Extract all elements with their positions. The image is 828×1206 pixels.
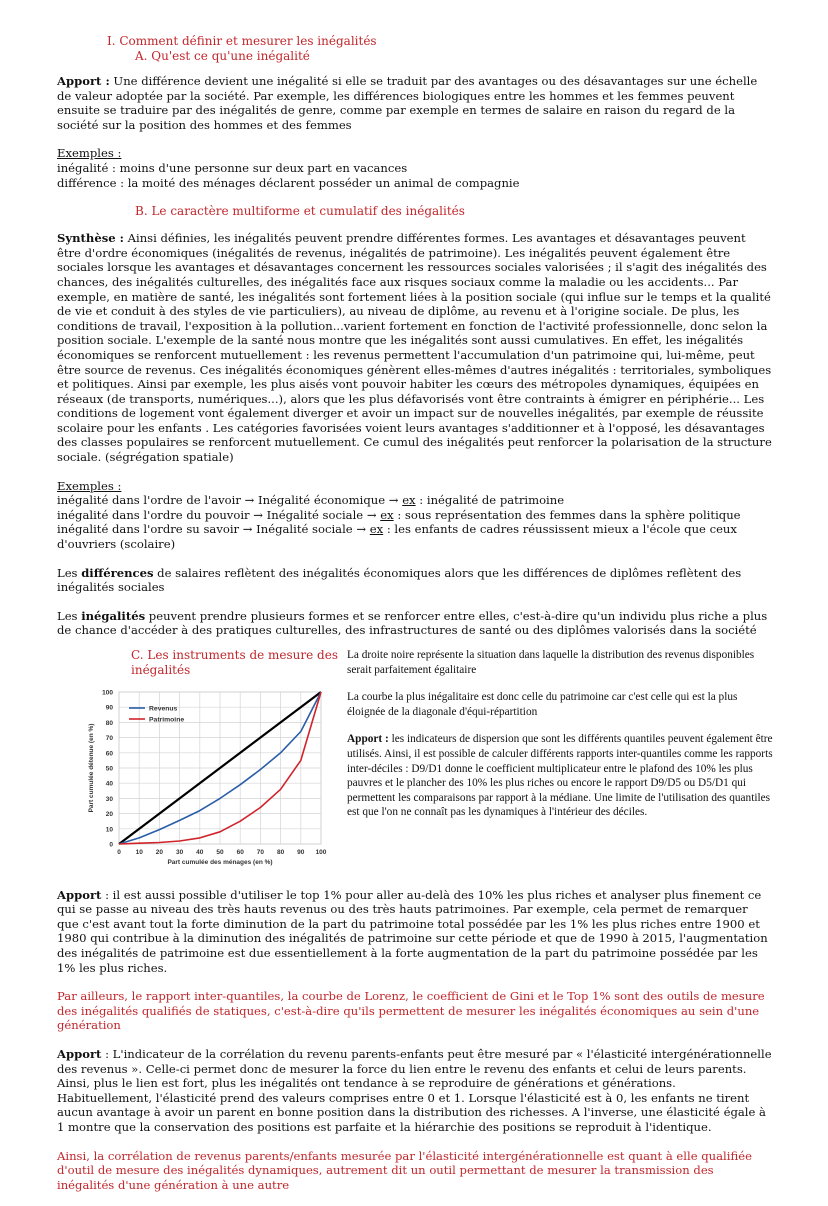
side-paragraph-1: La droite noire représente la situation dans laquelle la distribution des revenus disponibles serait parfaitement égalitaire [347, 649, 755, 676]
legend-label: Patrimoine [149, 716, 185, 724]
example-line: inégalité dans l'ordre du pouvoir → Inégalité sociale → ex : sous représentation des femmes dans la sphère politique [57, 507, 741, 522]
x-tick-label: 40 [196, 849, 204, 856]
static-tools-paragraph: Par ailleurs, le rapport inter-quantiles, la courbe de Lorenz, le coefficient de Gini et le Top 1% sont des outils de mesure des inégalités qualifiés de statiques, c'est-à-dire qu'ils permettent de mesurer les inégalités économiques au sein d'une génération [57, 989, 765, 1033]
example-line: inégalité dans l'ordre de l'avoir → Inégalité économique → ex : inégalité de patrimoine [57, 493, 565, 508]
legend-label: Revenus [149, 705, 178, 713]
side-paragraph-2: La courbe la plus inégalitaire est donc celle du patrimoine car c'est celle qui est la plus éloignée de la diagonale d'équi-répartition [347, 691, 738, 718]
examples-label: Exemples : [57, 146, 122, 161]
y-tick-label: 40 [105, 780, 113, 788]
lorenz-chart [57, 684, 337, 880]
examples-block-1 [57, 146, 773, 190]
apport-correlation-paragraph: Apport : L'indicateur de la corrélation du revenu parents-enfants peut être mesuré par « l'élasticité intergénérationnelle des revenus ». Celle-ci permet donc de mesurer la force du lien entre le revenu des enfants et celui de leurs parents. Ainsi, plus le lien est fort, plus les inégalités ont tendance à se reproduire de générations et générations. Habituellement, l'élasticité prend des valeurs comprises entre 0 et 1. Lorsque l'élasticité est à 0, les enfants ne tirent aucun avantage à avoir un parent en bonne position dans la distribution des richesses. A l'inverse, une élasticité égale à 1 montre que la conservation des positions est parfaite et la hiérarchie des positions se reproduit à l'identique. [57, 1046, 772, 1134]
x-tick-label: 0 [117, 849, 121, 856]
x-tick-label: 10 [135, 849, 143, 856]
apport-paragraph-1: Apport : Une différence devient une inégalité si elle se traduit par des avantages ou des désavantages sur une échelle de valeur adoptée par la société. Par exemple, les différences biologiques entre les hommes et les femmes peuvent ensuite se traduire par des inégalités de genre, comme par exemple en termes de salaire en raison du regard de la société sur la position des hommes et des femmes [57, 74, 758, 132]
subsection-c-title: C. Les instruments de mesure des inégalités [131, 648, 338, 677]
chart-section [57, 648, 773, 884]
examples-block-2 [57, 479, 773, 552]
section-title: I. Comment définir et mesurer les inégalités [107, 34, 377, 48]
differences-paragraph: Les différences de salaires reflètent des inégalités économiques alors que les différences de diplômes reflètent des inégalités sociales [57, 565, 742, 595]
subsection-b-title: B. Le caractère multiforme et cumulatif des inégalités [135, 204, 465, 219]
y-tick-label: 50 [105, 765, 113, 773]
example-line: différence : la moité des ménages déclarent posséder un animal de compagnie [57, 175, 520, 190]
x-tick-label: 60 [236, 849, 244, 856]
y-tick-label: 0 [109, 841, 113, 849]
y-tick-label: 100 [102, 689, 113, 697]
y-axis-label: Part cumulée détenue (en %) [88, 723, 95, 813]
example-line: inégalité dans l'ordre su savoir → Inégalité sociale → ex : les enfants de cadres réussissent mieux a l'école que ceux d'ouvriers (scolaire) [57, 522, 737, 552]
inegalites-paragraph: Les inégalités peuvent prendre plusieurs formes et se renforcer entre elles, c'est-à-dire qu'un individu plus riche a plus de chance d'accéder à des pratiques culturelles, des infrastructures de santé ou des diplômes valorisés dans la société [57, 608, 768, 638]
side-paragraph-3: Apport : les indicateurs de dispersion que sont les différents quantiles peuvent également être utilisés. Ainsi, il est possible de calculer différents rapports inter-quantiles comme les rapports inter-déciles : D9/D1 donne le coefficient multiplicateur entre le plafond des 10% les plus pauvres et le plancher des 10% les plus riches ou encore le rapport D9/D5 ou D5/D1 qui permettent les comparaisons par rapport à la médiane. Une limite de l'utilisation des quantiles est que l'on ne connaît pas les dynamiques à l'intérieur des déciles. [347, 733, 773, 819]
chart-explanation [347, 648, 773, 820]
examples-label: Exemples : [57, 478, 122, 493]
x-tick-label: 90 [297, 849, 305, 856]
y-tick-label: 20 [105, 811, 113, 819]
x-tick-label: 100 [315, 849, 327, 856]
synthese-paragraph: Synthèse : Ainsi définies, les inégalités peuvent prendre différentes formes. Les avantages et désavantages peuvent être d'ordre économiques (inégalités de revenus, inégalités de patrimoine). Les inégalités peuvent également être sociales lorsque les avantages et désavantages concernent les ressources sociales valorisées ; il s'agit des inégalités des chances, des inégalités culturelles, des inégalités face aux risques sociaux comme la maladie ou les accidents... Par exemple, en matière de santé, les inégalités sont fortement liées à la position sociale (qui influe sur le temps et la qualité de vie et conduit à des styles de vie particuliers), au niveau de diplôme, au revenu et à l'origine sociale. De plus, les conditions de travail, l'exposition à la pollution...varient fortement en fonction de l'activité professionnelle, donc selon la position sociale. L'exemple de la santé nous montre que les inégalités sont aussi cumulatives. En effet, les inégalités économiques se renforcent mutuellement : les revenus permettent l'accumulation d'un patrimoine qui, lui-même, peut être source de revenus. Ces inégalités économiques génèrent elles-mêmes d'autres inégalités : territoriales, symboliques et politiques. Ainsi par exemple, les plus aisés vont pouvoir habiter les cœurs des métropoles dynamiques, équipées en réseaux (de transports, numériques...), alors que les plus défavorisés vont être contraints à émigrer en périphérie... Les conditions de logement vont également diverger et avoir un impact sur de nouvelles inégalités, par exemple de réussite scolaire pour les enfants . Les catégories favorisées voient leurs avantages s'additionner et à l'opposé, les désavantages des classes populaires se renforcent mutuellement. Ce cumul des inégalités peut renforcer la polarisation de la structure sociale. (ségrégation spatiale) [57, 231, 772, 465]
x-tick-label: 70 [256, 849, 265, 856]
document-page [57, 34, 773, 1206]
x-tick-label: 80 [276, 849, 285, 856]
x-tick-label: 50 [216, 849, 224, 856]
x-tick-label: 20 [155, 849, 164, 856]
x-axis-label: Part cumulée des ménages (en %) [167, 859, 273, 866]
y-tick-label: 30 [105, 795, 113, 803]
y-tick-label: 60 [105, 750, 113, 758]
example-line: inégalité : moins d'une personne sur deux part en vacances [57, 160, 408, 175]
y-tick-label: 10 [105, 826, 113, 834]
chart-column [57, 648, 345, 884]
subsection-a-title: A. Qu'est ce qu'une inégalité [135, 49, 310, 63]
x-tick-label: 30 [175, 849, 184, 856]
y-tick-label: 80 [105, 719, 113, 727]
dynamic-tools-paragraph: Ainsi, la corrélation de revenus parents/enfants mesurée par l'élasticité intergénérationnelle est quant à elle qualifiée d'outil de mesure des inégalités dynamiques, autrement dit un outil permettant de mesurer la transmission des inégalités d'une génération à une autre [57, 1148, 752, 1192]
apport-top-paragraph: Apport : il est aussi possible d'utiliser le top 1% pour aller au-delà des 10% les plus riches et analyser plus finement ce qui se passe au niveau des très hauts revenus ou des très hauts patrimoines. Par exemple, cela permet de remarquer que c'est avant tout la forte diminution de la part du patrimoine total possédée par les 1% les plus riches entre 1900 et 1980 qui contribue à la diminution des inégalités de patrimoine sur cette période et que de 1990 à 2015, l'augmentation des inégalités de patrimoine est due essentiellement à la forte augmentation de la part du patrimoine possédée par les 1% les plus riches. [57, 887, 768, 975]
y-tick-label: 70 [105, 735, 113, 743]
y-tick-label: 90 [105, 704, 113, 712]
